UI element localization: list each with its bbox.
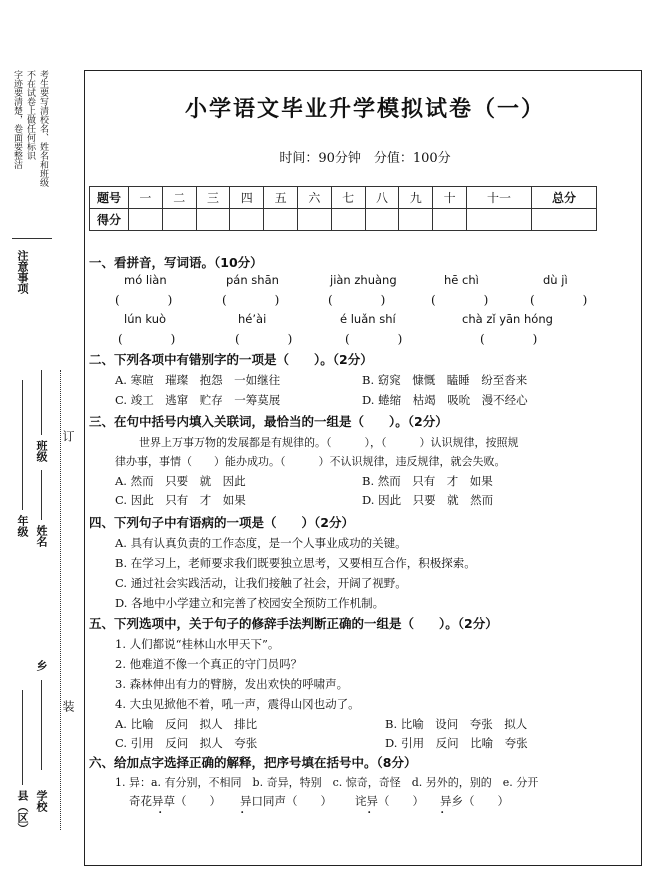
q5-option-a[interactable]: A. 比喻 反问 拟人 排比 (115, 717, 258, 731)
q5-option-d[interactable]: D. 引用 反问 比喻 夸张 (385, 736, 528, 750)
emphasis-dot: · (240, 805, 245, 821)
q6-item-2[interactable]: 异口同声（ ） (240, 794, 332, 808)
q3-heading: 三、在句中括号内填入关联词，最恰当的一组是（ ）。（2分） (89, 414, 448, 429)
col-4: 四 (230, 187, 264, 209)
exam-time-score: 时间：90分钟 分值：100分 (279, 151, 451, 166)
pinyin-2: pán shān (226, 273, 279, 287)
emphasis-dot: · (367, 805, 372, 821)
q4-option-c[interactable]: C. 通过社会实践活动，让我们接触了社会，开阔了视野。 (115, 576, 407, 590)
school-field-label: 学校 (35, 790, 48, 812)
score-table-score-row (90, 209, 597, 231)
score-cell[interactable] (264, 209, 298, 231)
q6-item-1[interactable]: 奇花异草（ ） (129, 794, 221, 808)
score-cell[interactable] (297, 209, 331, 231)
col-2: 二 (162, 187, 196, 209)
class-field-label: 班级 (35, 440, 48, 462)
name-field-label: 姓名 (35, 525, 48, 547)
pinyin-4: hē chì (444, 273, 479, 287)
q5-option-c[interactable]: C. 引用 反问 拟人 夸张 (115, 736, 258, 750)
side-note-1: 考生要写清校名、姓名和班级 (38, 70, 48, 187)
q3-option-d[interactable]: D. 因此 只要 就 然而 (362, 493, 494, 507)
answer-blank[interactable]: ( ) (328, 293, 386, 307)
pinyin-9: chà zǐ yān hóng (462, 312, 553, 326)
pinyin-7: hé’ài (238, 312, 267, 326)
col-9: 九 (399, 187, 433, 209)
q5-sentence-4: 4. 大虫见掀他不着，吼一声，震得山冈也动了。 (115, 697, 360, 711)
xiang-field-label: 乡 (35, 660, 48, 671)
q5-sentence-3: 3. 森林伸出有力的臂膀，发出欢快的呼啸声。 (115, 677, 349, 691)
q4-heading: 四、下列句子中有语病的一项是（ ）（2分） (89, 515, 354, 530)
q6-heading: 六、给加点字选择正确的解释，把序号填在括号中。（8分） (89, 755, 417, 770)
answer-blank[interactable]: ( ) (431, 293, 489, 307)
q5-heading: 五、下列选项中，关于句子的修辞手法判断正确的一组是（ ）。（2分） (89, 616, 498, 631)
q6-item-4[interactable]: 异乡（ ） (440, 794, 509, 808)
page-title: 小学语文毕业升学模拟试卷（一） (184, 97, 545, 122)
pinyin-3: jiàn zhuàng (330, 273, 397, 287)
binding-mark-ding: 订 (61, 430, 75, 442)
score-cell[interactable] (399, 209, 433, 231)
answer-blank[interactable]: ( ) (530, 293, 588, 307)
question-number-label: 题号 (90, 187, 129, 209)
answer-blank[interactable]: ( ) (118, 332, 176, 346)
score-cell[interactable] (196, 209, 230, 231)
binding-mark-zhuang: 装 (61, 700, 75, 712)
col-8: 八 (365, 187, 399, 209)
score-cell[interactable] (129, 209, 163, 231)
q4-option-b[interactable]: B. 在学习上，老师要求我们既要独立思考，又要相互合作，积极探索。 (115, 556, 476, 570)
q4-option-a[interactable]: A. 具有认真负责的工作态度，是一个人事业成功的关键。 (115, 536, 407, 550)
pinyin-6: lún kuò (124, 312, 167, 326)
notice-label: 注意事项 (16, 250, 29, 294)
q5-sentence-2: 2. 他难道不像一个真正的守门员吗？ (115, 657, 303, 671)
score-cell[interactable] (230, 209, 264, 231)
answer-blank[interactable]: ( ) (480, 332, 538, 346)
q5-sentence-1: 1. 人们都说“桂林山水甲天下”。 (115, 637, 280, 651)
county-field-line (22, 690, 23, 785)
score-table-header-row (90, 187, 597, 209)
county-field-label: 县（区） (16, 790, 29, 834)
emphasis-dot: · (440, 805, 445, 821)
pinyin-8: é luǎn shí (340, 312, 396, 326)
notes-divider (12, 238, 52, 239)
side-notes (10, 70, 49, 240)
col-6: 六 (297, 187, 331, 209)
score-cell[interactable] (162, 209, 196, 231)
q2-option-a[interactable]: A. 寒暄 璀璨 抱怨 一如继往 (115, 373, 281, 387)
score-cell[interactable] (531, 209, 596, 231)
score-label: 得分 (90, 209, 129, 231)
grade-field-line (22, 380, 23, 510)
q1-heading: 一、看拼音，写词语。（10分） (89, 255, 263, 270)
q3-passage-line-2: 律办事，事情（ ）能办成功。（ ）不认识规律，违反规律，就会失败。 (115, 455, 506, 468)
q2-option-b[interactable]: B. 窈窕 慷慨 瞌睡 纷至沓来 (362, 373, 528, 387)
score-cell[interactable] (331, 209, 365, 231)
q4-option-d[interactable]: D. 各地中小学建立和完善了校园安全预防工作机制。 (115, 596, 385, 610)
q3-option-b[interactable]: B. 然而 只有 才 如果 (362, 474, 493, 488)
score-cell[interactable] (433, 209, 467, 231)
side-note-3: 字迹要清楚，卷面要整洁 (12, 70, 22, 169)
class-field-line (41, 370, 42, 435)
col-11: 十一 (466, 187, 531, 209)
score-table (89, 186, 597, 231)
q6-definitions: 1. 异：a. 有分别，不相同 b. 奇异，特别 c. 惊奇，奇怪 d. 另外的，别的 e. 分开 (115, 776, 539, 789)
col-3: 三 (196, 187, 230, 209)
score-cell[interactable] (466, 209, 531, 231)
emphasis-dot: · (158, 805, 163, 821)
score-cell[interactable] (365, 209, 399, 231)
q2-option-c[interactable]: C. 竣工 逃窜 贮存 一筹莫展 (115, 393, 281, 407)
q3-option-c[interactable]: C. 因此 只有 才 如果 (115, 493, 246, 507)
answer-blank[interactable]: ( ) (222, 293, 280, 307)
q5-option-b[interactable]: B. 比喻 设问 夸张 拟人 (385, 717, 528, 731)
q3-option-a[interactable]: A. 然而 只要 就 因此 (115, 474, 246, 488)
q2-heading: 二、下列各项中有错别字的一项是（ ）。（2分） (89, 352, 373, 367)
q6-item-3[interactable]: 诧异（ ） (355, 794, 424, 808)
side-note-2: 不在试卷上做任何标识 (25, 70, 35, 160)
col-10: 十 (433, 187, 467, 209)
col-1: 一 (129, 187, 163, 209)
q3-passage-line-1: 世界上万事万物的发展都是有规律的。（ ），（ ）认识规律，按照规 (139, 436, 519, 449)
grade-field-label: 年级 (16, 515, 29, 537)
answer-blank[interactable]: ( ) (345, 332, 403, 346)
col-5: 五 (264, 187, 298, 209)
col-total: 总分 (531, 187, 596, 209)
q2-option-d[interactable]: D. 蜷缩 枯竭 吸吮 漫不经心 (362, 393, 528, 407)
col-7: 七 (331, 187, 365, 209)
answer-blank[interactable]: ( ) (235, 332, 293, 346)
pinyin-5: dù jì (543, 273, 568, 287)
xiang-field-line (41, 680, 42, 770)
answer-blank[interactable]: ( ) (115, 293, 173, 307)
pinyin-1: mó liàn (124, 273, 167, 287)
name-field-line (41, 470, 42, 520)
